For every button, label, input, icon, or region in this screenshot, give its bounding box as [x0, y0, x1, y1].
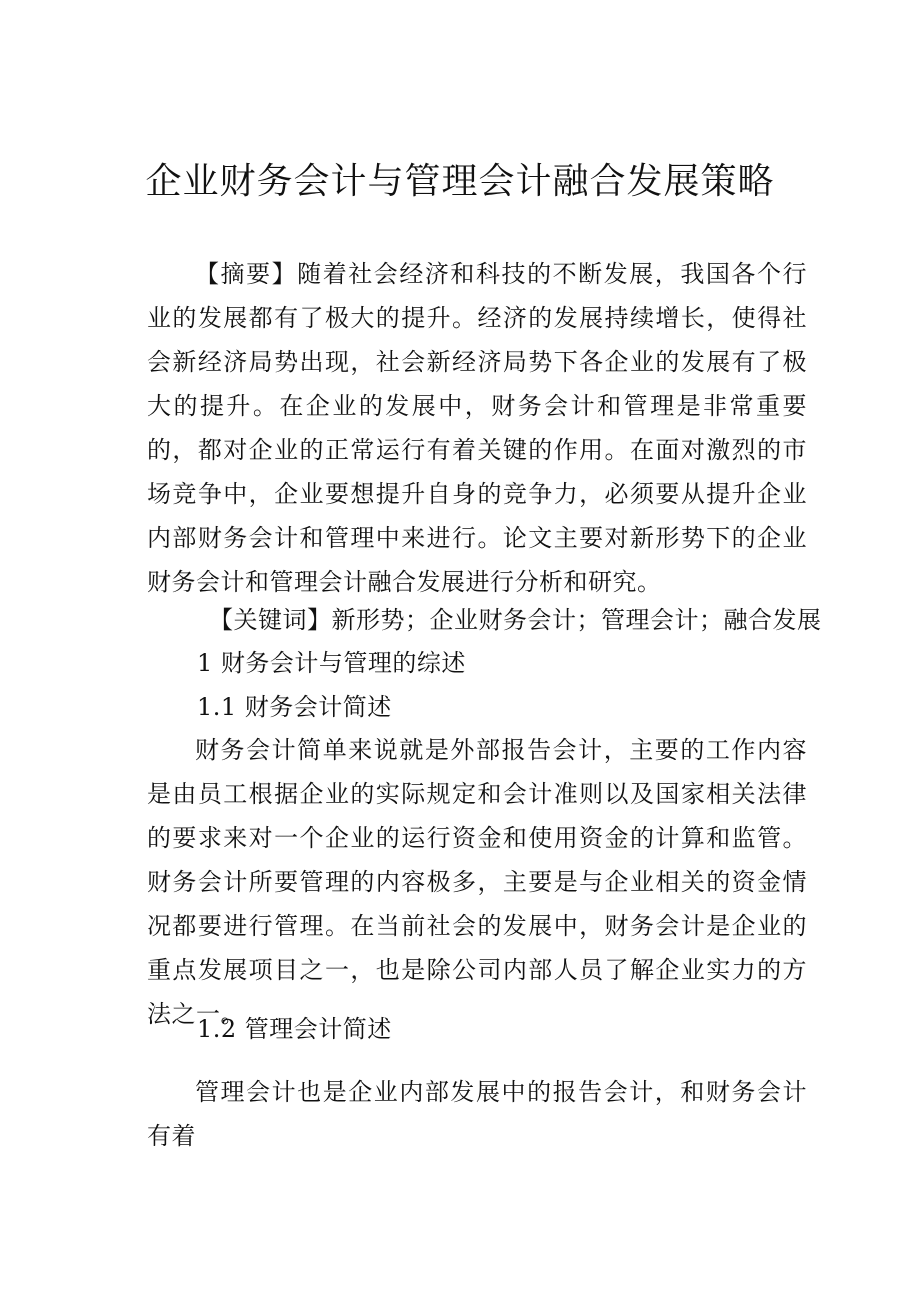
section-1-1-heading: 1.1 财务会计简述: [197, 693, 392, 721]
abstract-paragraph: 【摘要】随着社会经济和科技的不断发展，我国各个行业的发展都有了极大的提升。经济的发展持续增长，使得社会新经济局势出现，社会新经济局势下各企业的发展有了极大的提升。在企业的发展中，财务会计和管理是非常重要的，都对企业的正常运行有着关键的作用。在面对激烈的市场竞争中，企业要想提升自身的竞争力，必须要从提升企业内部财务会计和管理中来进行。论文主要对新形势下的企业财务会计和管理会计融合发展进行分析和研究。: [147, 260, 807, 596]
section-1-2-body: 管理会计也是企业内部发展中的报告会计，和财务会计有着: [147, 1078, 807, 1150]
keywords-line: 【关键词】新形势；企业财务会计；管理会计；融合发展: [209, 606, 822, 634]
section-1-2-heading: 1.2 管理会计简述: [197, 1015, 392, 1043]
document-title: 企业财务会计与管理会计融合发展策略: [145, 161, 775, 202]
section-1-heading: 1 财务会计与管理的综述: [197, 649, 466, 677]
section-1-1-body: 财务会计简单来说就是外部报告会计，主要的工作内容是由员工根据企业的实际规定和会计准则以及国家相关法律的要求来对一个企业的运行资金和使用资金的计算和监管。财务会计所要管理的内容极多，主要是与企业相关的资金情况都要进行管理。在当前社会的发展中，财务会计是企业的重点发展项目之一，也是除公司内部人员了解企业实力的方法之一。: [147, 736, 807, 1028]
